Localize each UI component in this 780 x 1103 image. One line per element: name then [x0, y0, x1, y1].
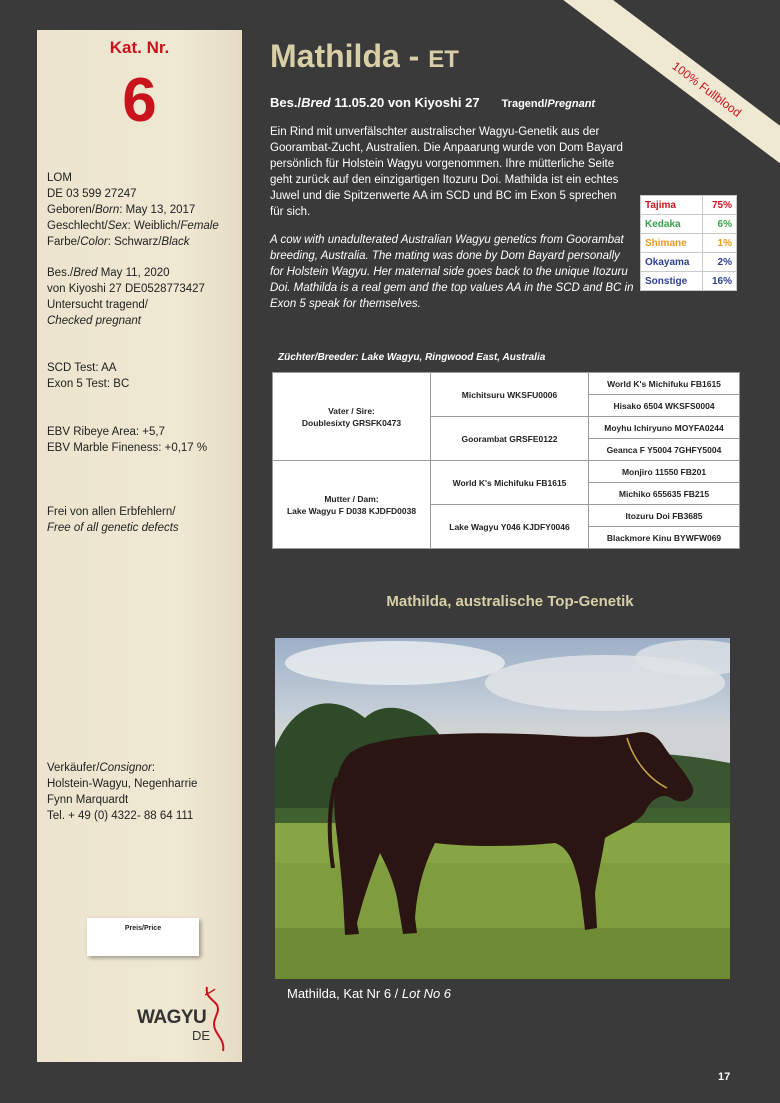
- dam-sire: World K's Michifuku FB1615: [431, 461, 589, 505]
- pedigree-g3: Itozuru Doi FB3685: [589, 505, 740, 527]
- genetics-name: Kedaka: [641, 215, 703, 234]
- sire-cell: [273, 373, 431, 461]
- consignor-phone: Tel. + 49 (0) 4322- 88 64 111: [47, 810, 194, 822]
- genetics-table: [640, 195, 737, 291]
- pedigree-g3: Blackmore Kinu BYWFW069: [589, 527, 740, 549]
- cow-photo: [275, 638, 730, 979]
- pregnancy-check: Untersucht tragend/: [47, 299, 149, 311]
- description-german: Ein Rind mit unverfälschter australischer Wagyu-Genetik aus der Goorambat-Zucht, Australien. Die Anpaarung wurde von Dom Bayard persönlich für Holstein Wagyu vorgenommen. Ihre mütterliche Seite geht zurück auf den einzigartigen Itozuru Doi. Mathilda ist ein echtes Juwel und die Spitzenwerte AA im SCD und BC im Exon 5 sprechen für sich.: [270, 126, 623, 218]
- birth-date: Geboren/Born: May 13, 2017: [47, 204, 196, 216]
- lot-info-sidebar: [37, 30, 242, 1062]
- logo-de: DE: [192, 1028, 211, 1043]
- color: Farbe/Color: Schwarz/Black: [47, 236, 190, 248]
- dam-label: Mutter / Dam:: [324, 493, 379, 504]
- pedigree-g3: Moyhu Ichiryuno MOYFA0244: [589, 417, 740, 439]
- animal-name-title: Mathilda - ET: [270, 38, 459, 74]
- pedigree-g3: Geanca F Y5004 7GHFY5004: [589, 439, 740, 461]
- bred-info: [47, 265, 205, 329]
- ebv-marble: EBV Marble Fineness: +0,17 %: [47, 442, 208, 454]
- genetics-value: 75%: [703, 196, 737, 215]
- wagyu-de-logo: [135, 985, 235, 1055]
- free-defects-en: Free of all genetic defects: [47, 522, 179, 534]
- pregnancy-check-en: Checked pregnant: [47, 315, 141, 327]
- genetic-defects: [47, 504, 179, 536]
- consignor-block: [47, 760, 197, 824]
- pedigree-table: [272, 372, 740, 549]
- et-suffix: ET: [428, 46, 459, 73]
- ebv-ribeye: EBV Ribeye Area: +5,7: [47, 426, 165, 438]
- catalog-number: 6: [122, 66, 157, 135]
- genetics-name: Sonstige: [641, 272, 703, 291]
- pregnant-status: Tragend/Pregnant: [501, 98, 596, 110]
- pedigree-g3: Hisako 6504 WKSFS0004: [589, 395, 740, 417]
- genetics-row: [641, 272, 737, 291]
- ebv-values: [47, 424, 207, 456]
- photo-caption: Mathilda, Kat Nr 6 / Lot No 6: [287, 986, 452, 1001]
- ribbon-text: 100% Fullblood: [669, 58, 744, 120]
- animal-identity: [47, 170, 219, 250]
- genetics-row: [641, 196, 737, 215]
- price-box: [87, 918, 199, 956]
- sire-dam: Goorambat GRSFE0122: [431, 417, 589, 461]
- genetics-name: Tajima: [641, 196, 703, 215]
- genetics-value: 2%: [703, 253, 737, 272]
- dam-dam: Lake Wagyu Y046 KJDFY0046: [431, 505, 589, 549]
- sex: Geschlecht/Sex: Weiblich/Female: [47, 220, 219, 232]
- genetics-row: [641, 253, 737, 272]
- bred-header: Bes./Bred 11.05.20 von Kiyoshi 27 Tragend/Pregnant: [270, 95, 596, 110]
- pedigree-g3: Michiko 655635 FB215: [589, 483, 740, 505]
- consignor-person: Fynn Marquardt: [47, 794, 129, 806]
- genetics-value: 1%: [703, 234, 737, 253]
- cow-photo-drawing: [275, 638, 730, 979]
- sire-name: Doublesixty GRSFK0473: [301, 417, 402, 428]
- price-label: Preis/Price: [124, 925, 162, 932]
- dam-name: Lake Wagyu F D038 KJDFD0038: [286, 505, 417, 516]
- dam-cell: [273, 461, 431, 549]
- consignor-name: Holstein-Wagyu, Negenharrie: [47, 778, 198, 790]
- pedigree-g3: World K's Michifuku FB1615: [589, 373, 740, 395]
- genetics-value: 16%: [703, 272, 737, 291]
- consignor-label: Verkäufer/Consignor:: [47, 762, 156, 774]
- photo-heading: Mathilda, australische Top-Genetik: [386, 593, 634, 610]
- sire-sire: Michitsuru WKSFU0006: [431, 373, 589, 417]
- ear-tag-number: DE 03 599 27247: [47, 188, 137, 200]
- description-english: A cow with unadulterated Australian Wagyu genetics from Goorambat breeding, Australia. The mating was done by Dom Bayard personally for Holstein Wagyu. Her maternal side goes back to the unique Itozuru Doi. Mathilda is a real gem and the top values AA in the SCD and BC in Exon 5 speak for themselves.: [270, 234, 634, 310]
- bred-sire: von Kiyoshi 27 DE0528773427: [47, 283, 205, 295]
- genetics-name: Okayama: [641, 253, 703, 272]
- breed-code: LOM: [47, 172, 72, 184]
- pedigree-g3: Monjiro 11550 FB201: [589, 461, 740, 483]
- exon5-test: Exon 5 Test: BC: [47, 378, 130, 390]
- breeder-line: Züchter/Breeder: Lake Wagyu, Ringwood East, Australia: [278, 352, 546, 363]
- genetics-name: Shimane: [641, 234, 703, 253]
- genetics-value: 6%: [703, 215, 737, 234]
- genetics-row: [641, 215, 737, 234]
- catalog-number-label: Kat. Nr.: [109, 38, 170, 57]
- genetics-row: [641, 234, 737, 253]
- gene-tests: [47, 360, 129, 392]
- free-defects-de: Frei von allen Erbfehlern/: [47, 506, 176, 518]
- bred-date: Bes./Bred May 11, 2020: [47, 267, 170, 279]
- sire-label: Vater / Sire:: [328, 405, 375, 416]
- page-number: 17: [718, 1071, 731, 1083]
- scd-test: SCD Test: AA: [47, 362, 117, 374]
- logo-wordmark: WAGYU: [137, 1007, 207, 1028]
